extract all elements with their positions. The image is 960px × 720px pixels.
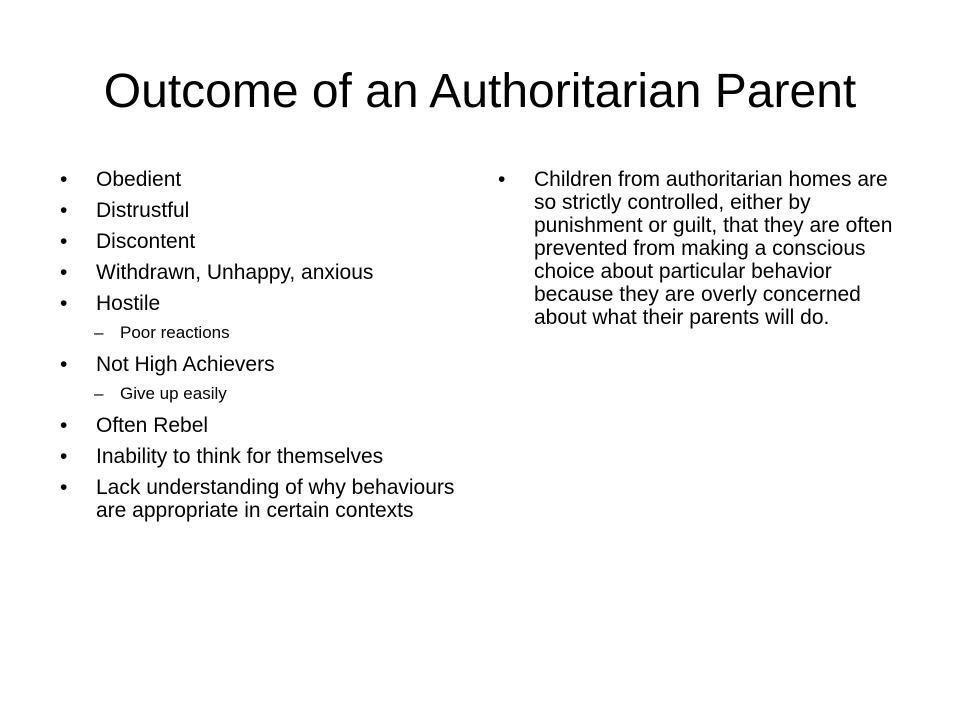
bullet-icon: • [498,168,506,191]
list-item-text: Inability to think for themselves [96,445,384,468]
list-item-text: Children from authoritarian homes are so strictly controlled, either by punishment or guilt, that they are often prevented from making a conscious choice about particular behavior because they are overly concerned about what their parents will do. [534,168,893,329]
bullet-icon: • [60,261,68,284]
bullet-icon: • [60,168,68,191]
bullet-icon: • [60,445,68,468]
sub-list-item [60,384,480,404]
list-item [60,353,480,376]
right-bullet-list [498,168,898,337]
list-item-text: Discontent [96,230,196,253]
list-item [60,230,480,253]
bullet-icon: • [60,476,68,499]
sub-list-item-text: Give up easily [120,384,227,403]
dash-icon: – [94,384,104,403]
bullet-icon: • [60,230,68,253]
dash-icon: – [94,323,104,342]
bullet-icon: • [60,353,68,376]
list-item-text: Obedient [96,168,182,191]
list-item-text: Withdrawn, Unhappy, anxious [96,261,374,284]
list-item [60,292,480,315]
list-item [60,445,480,468]
list-item-text: Not High Achievers [96,353,275,376]
slide-title: Outcome of an Authoritarian Parent [103,65,857,118]
list-item [60,261,480,284]
list-item [60,476,480,522]
sub-list-item-text: Poor reactions [120,323,230,342]
list-item-text: Distrustful [96,199,190,222]
list-item-text: Hostile [96,292,161,315]
sub-list-item [60,323,480,343]
bullet-icon: • [60,292,68,315]
list-item-text: Lack understanding of why behaviours are appropriate in certain contexts [96,476,455,522]
list-item-text: Often Rebel [96,414,209,437]
bullet-icon: • [60,199,68,222]
list-item [60,414,480,437]
list-item [498,168,898,329]
list-item [60,168,480,191]
list-item [60,199,480,222]
bullet-icon: • [60,414,68,437]
left-bullet-list [60,168,480,530]
